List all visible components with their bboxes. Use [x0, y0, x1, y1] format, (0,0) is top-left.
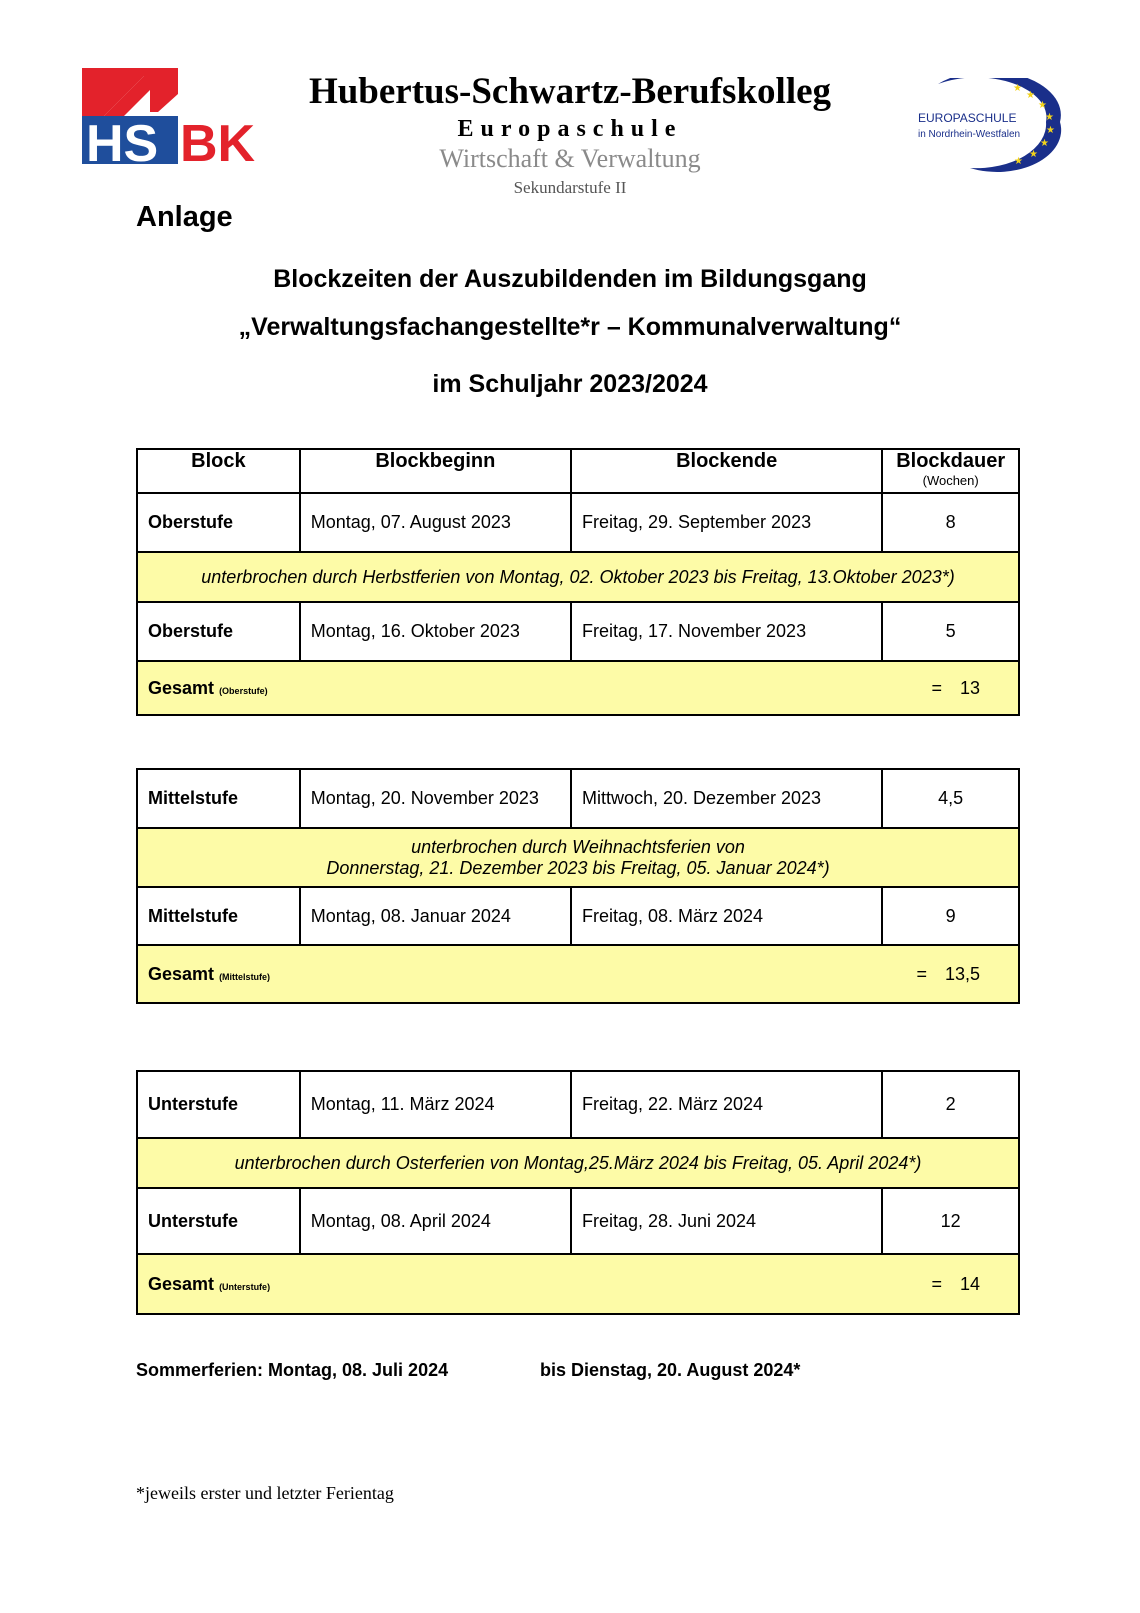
- document-title-line2: „Verwaltungsfachangestellte*r – Kommunalverwaltung“: [238, 313, 902, 341]
- sommerferien-start: Sommerferien: Montag, 08. Juli 2024: [136, 1360, 449, 1380]
- document-title-line3: im Schuljahr 2023/2024: [432, 370, 708, 398]
- interruption-note-line2: Donnerstag, 21. Dezember 2023 bis Freitag, 05. Januar 2024*): [326, 857, 830, 878]
- cell-blockdauer: 9: [882, 887, 1019, 945]
- cell-blockbeginn: Montag, 11. März 2024: [300, 1071, 571, 1138]
- table-row: [137, 493, 1019, 552]
- interruption-note: [137, 828, 1019, 887]
- interruption-row: [137, 828, 1019, 887]
- header-blockbeginn: Blockbeginn: [300, 449, 571, 493]
- school-subtitle-europaschule: Europaschule: [457, 116, 683, 142]
- interruption-row: [137, 1138, 1019, 1188]
- total-cell: [137, 661, 1019, 715]
- total-number: 13: [959, 677, 980, 698]
- table-row: [137, 769, 1019, 828]
- hsbk-logo-bk-text: BK: [180, 115, 256, 168]
- anlage-heading: Anlage: [136, 201, 233, 233]
- cell-blockbeginn: Montag, 08. Januar 2024: [300, 887, 571, 945]
- cell-block: Unterstufe: [137, 1071, 300, 1138]
- header-block: Block: [137, 449, 300, 493]
- table-mittelstufe: [136, 768, 1020, 1004]
- cell-blockdauer: 2: [882, 1071, 1019, 1138]
- cell-blockende: Freitag, 22. März 2024: [571, 1071, 882, 1138]
- total-row: [137, 661, 1019, 715]
- total-equals: =: [916, 963, 927, 984]
- sommerferien-end: bis Dienstag, 20. August 2024*: [540, 1360, 801, 1380]
- cell-blockende: Mittwoch, 20. Dezember 2023: [571, 769, 882, 828]
- svg-text:★: ★: [1013, 83, 1022, 94]
- total-label-small: (Oberstufe): [219, 685, 268, 696]
- svg-text:★: ★: [1029, 149, 1038, 160]
- svg-text:★: ★: [1045, 112, 1054, 123]
- cell-blockende: Freitag, 29. September 2023: [571, 493, 882, 552]
- total-cell: [137, 1254, 1019, 1314]
- total-number: 14: [959, 1273, 980, 1294]
- school-subtitle-level: Sekundarstufe II: [513, 178, 627, 197]
- header-blockdauer-label: Blockdauer: [896, 450, 1006, 472]
- total-label-small: (Unterstufe): [219, 1281, 271, 1292]
- cell-blockbeginn: Montag, 16. Oktober 2023: [300, 602, 571, 661]
- interruption-note: unterbrochen durch Herbstferien von Montag, 02. Oktober 2023 bis Freitag, 13.Oktober 2023*): [137, 552, 1019, 602]
- total-equals: =: [931, 677, 942, 698]
- header-blockende: Blockende: [571, 449, 882, 493]
- school-subtitle-department: Wirtschaft & Verwaltung: [439, 144, 701, 173]
- cell-blockdauer: 12: [882, 1188, 1019, 1254]
- total-row: [137, 945, 1019, 1003]
- table-unterstufe: [136, 1070, 1020, 1315]
- table-row: [137, 887, 1019, 945]
- school-name: Hubertus-Schwartz-Berufskolleg: [308, 71, 832, 112]
- svg-text:★: ★: [1046, 125, 1055, 136]
- total-value: [931, 1274, 980, 1295]
- cell-block: Oberstufe: [137, 493, 300, 552]
- cell-blockdauer: 4,5: [882, 769, 1019, 828]
- cell-block: Mittelstufe: [137, 887, 300, 945]
- table-row: [137, 1188, 1019, 1254]
- cell-blockende: Freitag, 08. März 2024: [571, 887, 882, 945]
- svg-text:★: ★: [1014, 156, 1023, 167]
- header-blockdauer-unit: (Wochen): [922, 473, 979, 488]
- cell-blockbeginn: Montag, 08. April 2024: [300, 1188, 571, 1254]
- total-label: Gesamt: [148, 963, 215, 984]
- cell-blockbeginn: Montag, 07. August 2023: [300, 493, 571, 552]
- table-row: [137, 1071, 1019, 1138]
- cell-block: Mittelstufe: [137, 769, 300, 828]
- total-number: 13,5: [944, 963, 980, 984]
- svg-text:★: ★: [1026, 90, 1035, 101]
- svg-text:★: ★: [1038, 100, 1047, 111]
- total-label: Gesamt: [148, 677, 215, 698]
- total-label: Gesamt: [148, 1273, 215, 1294]
- table-oberstufe: [136, 448, 1020, 716]
- total-value: [931, 678, 980, 699]
- cell-blockende: Freitag, 28. Juni 2024: [571, 1188, 882, 1254]
- cell-block: Unterstufe: [137, 1188, 300, 1254]
- document-title-line1: Blockzeiten der Auszubildenden im Bildungsgang: [273, 265, 867, 293]
- footnote: *jeweils erster und letzter Ferientag: [136, 1483, 394, 1503]
- total-row: [137, 1254, 1019, 1314]
- cell-blockende: Freitag, 17. November 2023: [571, 602, 882, 661]
- europaschule-logo-line1: EUROPASCHULE: [918, 111, 1017, 125]
- table-row: [137, 602, 1019, 661]
- interruption-row: [137, 552, 1019, 602]
- cell-blockdauer: 8: [882, 493, 1019, 552]
- interruption-note: unterbrochen durch Osterferien von Montag,25.März 2024 bis Freitag, 05. April 2024*): [137, 1138, 1019, 1188]
- cell-block: Oberstufe: [137, 602, 300, 661]
- total-equals: =: [931, 1273, 942, 1294]
- total-label-small: (Mittelstufe): [219, 971, 271, 982]
- header-blockdauer: [882, 449, 1019, 493]
- svg-text:★: ★: [1040, 138, 1049, 149]
- cell-blockdauer: 5: [882, 602, 1019, 661]
- interruption-note-line1: unterbrochen durch Weihnachtsferien von: [411, 836, 745, 857]
- total-value: [916, 964, 980, 985]
- europaschule-logo: [918, 78, 1068, 172]
- table-header-row: [137, 449, 1019, 493]
- cell-blockbeginn: Montag, 20. November 2023: [300, 769, 571, 828]
- europaschule-logo-line2: in Nordrhein-Westfalen: [918, 129, 1021, 140]
- hsbk-logo-hs-text: HS: [86, 115, 159, 168]
- total-cell: [137, 945, 1019, 1003]
